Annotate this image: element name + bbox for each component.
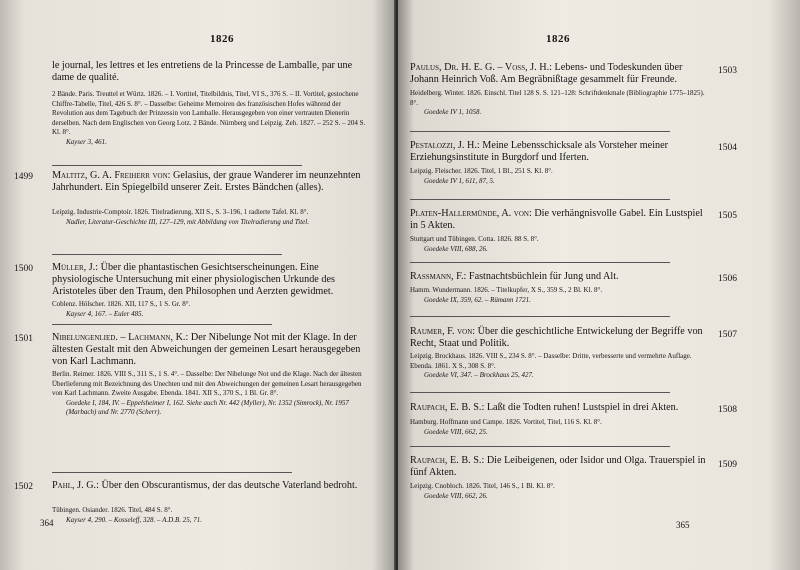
entry-title-text: Laßt die Todten ruhen! Lustspiel in drei Akten. xyxy=(486,402,679,413)
entry-details xyxy=(52,370,367,418)
entry-number: 1506 xyxy=(718,274,737,284)
entry-number: 1499 xyxy=(14,172,33,182)
entry-title xyxy=(410,62,710,86)
entry-details xyxy=(410,352,710,381)
entry-details xyxy=(52,208,367,227)
publication-details: Leipzig. Cnobloch. 1826. Titel, 146 S., 1 Bl. Kl. 8°. xyxy=(410,482,555,490)
entry-details xyxy=(410,167,710,186)
publication-details: Leipzig. Industrie-Comptoir. 1826. Titelradierung, XII S., S. 3–196, 1 radierte Tafel. Kl. 8°. xyxy=(52,208,309,216)
entry-title xyxy=(410,326,710,350)
entry-number: 1500 xyxy=(14,264,33,274)
continued-details xyxy=(52,90,367,147)
publication-details: 2 Bände. Paris. Treuttel et Würtz. 1826. – I. Vortitel, Titelbildnis, Titel, VI S., 376 S. – II. Vortitel, gestochene Chiffre-Tabelle, Titel, 426 S. 8°. – Dasselbe: Geheime Memoiren des französischen Hofes während der Revolution aus dem Tagebuch der Prinzessin von Lamballe. Herausgegeben von einer vertrauten Dienerin derselben. Nach dem Englischen von Georg Lotz. 2 Bände. Nürnberg und Leipzig. Zeh. 1827. – 252 S. – 204 S. Kl. 8°. xyxy=(52,90,366,136)
reference: Kayser 3, 461. xyxy=(66,137,107,146)
continued-title: le journal, les lettres et les entretiens de la Princesse de Lamballe, par une dame de qualité. xyxy=(52,60,353,83)
publication-details: Berlin. Reimer. 1826. VIII S., 311 S., 1 S. 4°. – Dasselbe: Der Nibelunge Not und die Klage. Nach der ältesten Überlieferung mit Bezeichnung des Unechten und mit den Abweichungen der gemeinen Lesart herausgegeben von Karl Lachmann. Zweite Ausgabe. Ebenda. 1841. XII S., 370 S., 1 Bl. Gr. 8°. xyxy=(52,370,362,397)
entry-details xyxy=(410,482,710,501)
entry-author: Maltitz, G. A. Freiherr von: xyxy=(52,170,171,181)
entry-title xyxy=(52,480,367,492)
right-page xyxy=(398,0,800,570)
entry-details xyxy=(410,418,710,437)
entry-number: 1507 xyxy=(718,330,737,340)
page-number: 365 xyxy=(676,520,690,530)
publication-details: Hamburg. Hoffmann und Campe. 1826. Vortitel, Titel, 116 S. Kl. 8°. xyxy=(410,418,602,426)
entry-title-text: Über die geschichtliche Entwickelung der Begriffe von Recht, Staat und Politik. xyxy=(410,326,703,349)
publication-details: Leipzig. Fleischer. 1826. Titel, 1 Bl., 251 S. Kl. 8°. xyxy=(410,167,553,175)
entry-divider xyxy=(410,131,670,132)
entry-title xyxy=(410,208,710,232)
entry-divider xyxy=(410,262,670,263)
entry-title-text: Die verhängnisvolle Gabel. Ein Lustspiel in 5 Akten. xyxy=(410,208,703,231)
reference: Goedeke VI, 347. – Brockhaus 25, 427. xyxy=(424,371,534,379)
entry-number: 1504 xyxy=(718,143,737,153)
reference: Goedeke VIII, 688, 26. xyxy=(424,244,488,253)
entry-title xyxy=(410,140,710,164)
entry-author: Müller, J.: xyxy=(52,262,99,273)
entry-divider xyxy=(52,165,302,166)
entry-title-text: Der Nibelunge Not mit der Klage. In der ältesten Gestalt mit den Abweichungen der gemeinen Lesart herausgegeben von Karl Lachmann. xyxy=(52,332,361,367)
page-number: 364 xyxy=(40,518,54,528)
entry-author: Nibelungenlied. – Lachmann, K.: xyxy=(52,332,189,343)
entry-title-text: Gelasius, der graue Wanderer im neunzehnten Jahrhundert. Ein Spiegelbild unserer Zeit. Erstes Bändchen (alles). xyxy=(52,170,361,193)
entry-author: Rassmann, F.: xyxy=(410,271,467,282)
reference: Goedeke IV 1, 611, 87, 5. xyxy=(424,176,495,185)
entry-divider xyxy=(410,446,670,447)
entry-title xyxy=(52,332,367,368)
entry-author: Raupach, E. B. S.: xyxy=(410,402,485,413)
entry-author: Pestalozzi, J. H.: xyxy=(410,140,480,151)
entry-title-text: Fastnachtsbüchlein für Jung und Alt. xyxy=(468,271,619,282)
publication-details: Coblenz. Hölscher. 1826. XII, 117 S., 1 S. Gr. 8°. xyxy=(52,300,191,308)
entry-number: 1508 xyxy=(718,405,737,415)
entry-number: 1503 xyxy=(718,66,737,76)
entry-author: Raupach, E. B. S.: xyxy=(410,455,485,466)
entry-title-text: Die Leibeigenen, oder Isidor und Olga. Trauerspiel in fünf Akten. xyxy=(410,455,706,478)
entry-divider xyxy=(52,324,272,325)
entry-author: Paulus, Dr. H. E. G. – Voss, J. H.: xyxy=(410,62,552,73)
reference: Goedeke VIII, 662, 26. xyxy=(424,491,488,500)
entry-title xyxy=(410,455,710,479)
entry-number: 1505 xyxy=(718,211,737,221)
entry-author: Platen-Hallermünde, A. von: xyxy=(410,208,532,219)
entry-title-text: Über den Obscurantismus, der das deutsche Vaterland bedroht. xyxy=(101,480,358,491)
entry-title xyxy=(410,402,710,414)
entry-divider xyxy=(52,472,292,473)
entry-number: 1509 xyxy=(718,460,737,470)
entry-details xyxy=(52,300,367,319)
reference: Kayser 4, 290. – Kosseleff, 328. – A.D.B. 25, 71. xyxy=(66,515,202,524)
entry-author: Pahl, J. G.: xyxy=(52,480,99,491)
entry-number: 1502 xyxy=(14,482,33,492)
publication-details: Tübingen. Osiander. 1826. Titel, 484 S. 8°. xyxy=(52,506,173,514)
entry-title xyxy=(52,170,367,194)
reference: Kayser 4, 167. – Euler 485. xyxy=(66,309,144,318)
publication-details: Stuttgart und Tübingen. Cotta. 1826. 88 S. 8°. xyxy=(410,235,539,243)
entry-details xyxy=(410,89,710,118)
entry-author: Raumer, F. von: xyxy=(410,326,476,337)
entry-title-text: Über die phantastischen Gesichtserscheinungen. Eine physiologische Untersuchung mit einer physiologischen Urkunde des Aristoteles über den Traum, den Philosophen und Aerzten gewidmet. xyxy=(52,262,335,297)
publication-details: Heidelberg. Winter. 1826. Einschl. Titel 128 S. S. 121–128: Schriftdenkmale (Bibliographie 1775–1825). 8°. xyxy=(410,89,705,107)
reference: Goedeke VIII, 662, 25. xyxy=(424,427,488,436)
entry-title-text: Lebens- und Todeskunden über Johann Heinrich Voß. Am Begräbnißtage gesammelt für Freunde. xyxy=(410,62,683,85)
entry-title xyxy=(410,271,710,283)
entry-details xyxy=(410,286,710,305)
reference: Goedeke IV 1, 1058. xyxy=(424,108,482,116)
entry-divider xyxy=(410,392,670,393)
reference: Nadler, Literatur-Geschichte III, 127–129, mit Abbildung von Titelradierung und Titel. xyxy=(66,217,309,226)
page-header-year: 1826 xyxy=(546,33,570,45)
entry-details xyxy=(52,506,367,525)
entry-title-text: Meine Lebensschicksale als Vorsteher meiner Erziehungsinstitute in Burgdorf und Iferten. xyxy=(410,140,669,163)
left-page xyxy=(0,0,396,570)
publication-details: Leipzig. Brockhaus. 1826. VIII S., 234 S. 8°. – Dasselbe: Dritte, verbesserte und vermehrte Auflage. Ebenda. 1861. X S., 308 S. 8°. xyxy=(410,352,692,370)
entry-divider xyxy=(410,199,670,200)
reference: Goedeke I, 184, IV. – Eppelsheimer I, 162. Siehe auch Nr. 442 (Myller), Nr. 1352 (Simrock), Nr. 1957 (Marbach) und Nr. 2770 (Scherr). xyxy=(66,398,349,416)
reference: Goedeke IX, 359, 62. – Rümann 1721. xyxy=(424,295,531,304)
publication-details: Hamm. Wundermann. 1826. – Titelkupfer, X S., 359 S., 2 Bl. Kl. 8°. xyxy=(410,286,603,294)
entry-title xyxy=(52,262,367,298)
page-header-year: 1826 xyxy=(210,33,234,45)
entry-number: 1501 xyxy=(14,334,33,344)
entry-details xyxy=(410,235,710,254)
entry-divider xyxy=(52,254,282,255)
entry-divider xyxy=(410,316,670,317)
